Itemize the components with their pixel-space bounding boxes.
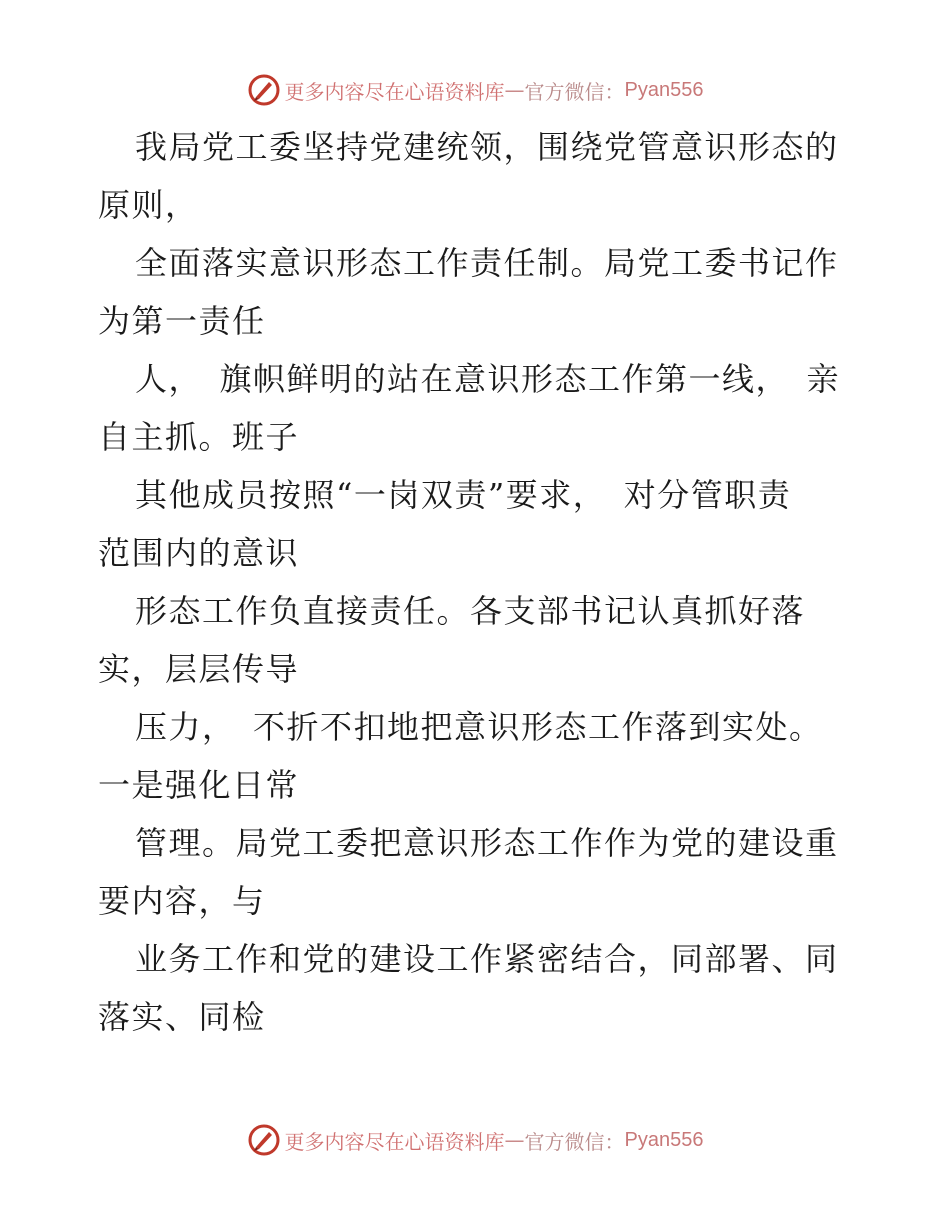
body-line: 管理。局党工委把意识形态工作作为党的建设重 — [135, 824, 839, 862]
body-line: 范围内的意识 — [98, 534, 300, 572]
body-line: 我局党工委坚持党建统领，围绕党管意识形态的 — [135, 128, 839, 166]
body-line: 形态工作负直接责任。各支部书记认真抓好落 — [135, 592, 806, 630]
body-line: 人， 旗帜鲜明的站在意识形态工作第一线， 亲 — [135, 360, 841, 398]
banner-wechat-label: 官方微信： — [524, 1129, 625, 1154]
body-line: 为第一责任 — [98, 302, 266, 340]
banner-dash: — — [504, 1128, 525, 1152]
banner-account: Pyan556 — [624, 78, 704, 101]
body-line: 业务工作和党的建设工作紧密结合，同部署、同 — [135, 940, 839, 978]
banner-wechat-label: 官方微信： — [524, 79, 625, 104]
banner-site-text: 更多内容尽在心语资料库 — [284, 1129, 505, 1154]
document-body — [98, 118, 858, 1046]
footer-banner — [0, 1120, 950, 1160]
quill-logo-icon — [247, 1123, 281, 1157]
banner-account: Pyan556 — [624, 1128, 704, 1151]
banner-site-text: 更多内容尽在心语资料库 — [284, 79, 505, 104]
body-line: 压力， 不折不扣地把意识形态工作落到实处。 — [135, 708, 823, 746]
body-line: 要内容，与 — [98, 882, 266, 920]
body-line: 原则， — [98, 186, 199, 224]
quill-logo-icon — [247, 73, 281, 107]
body-line: 一是强化日常 — [98, 766, 300, 804]
body-line: 其他成员按照“一岗双责”要求， 对分管职责 — [135, 476, 792, 514]
body-line: 自主抓。班子 — [98, 418, 300, 456]
body-line: 全面落实意识形态工作责任制。局党工委书记作 — [135, 244, 839, 282]
body-line: 落实、同检 — [98, 998, 266, 1036]
header-banner — [0, 70, 950, 110]
body-line: 实，层层传导 — [98, 650, 300, 688]
banner-dash: — — [504, 78, 525, 102]
